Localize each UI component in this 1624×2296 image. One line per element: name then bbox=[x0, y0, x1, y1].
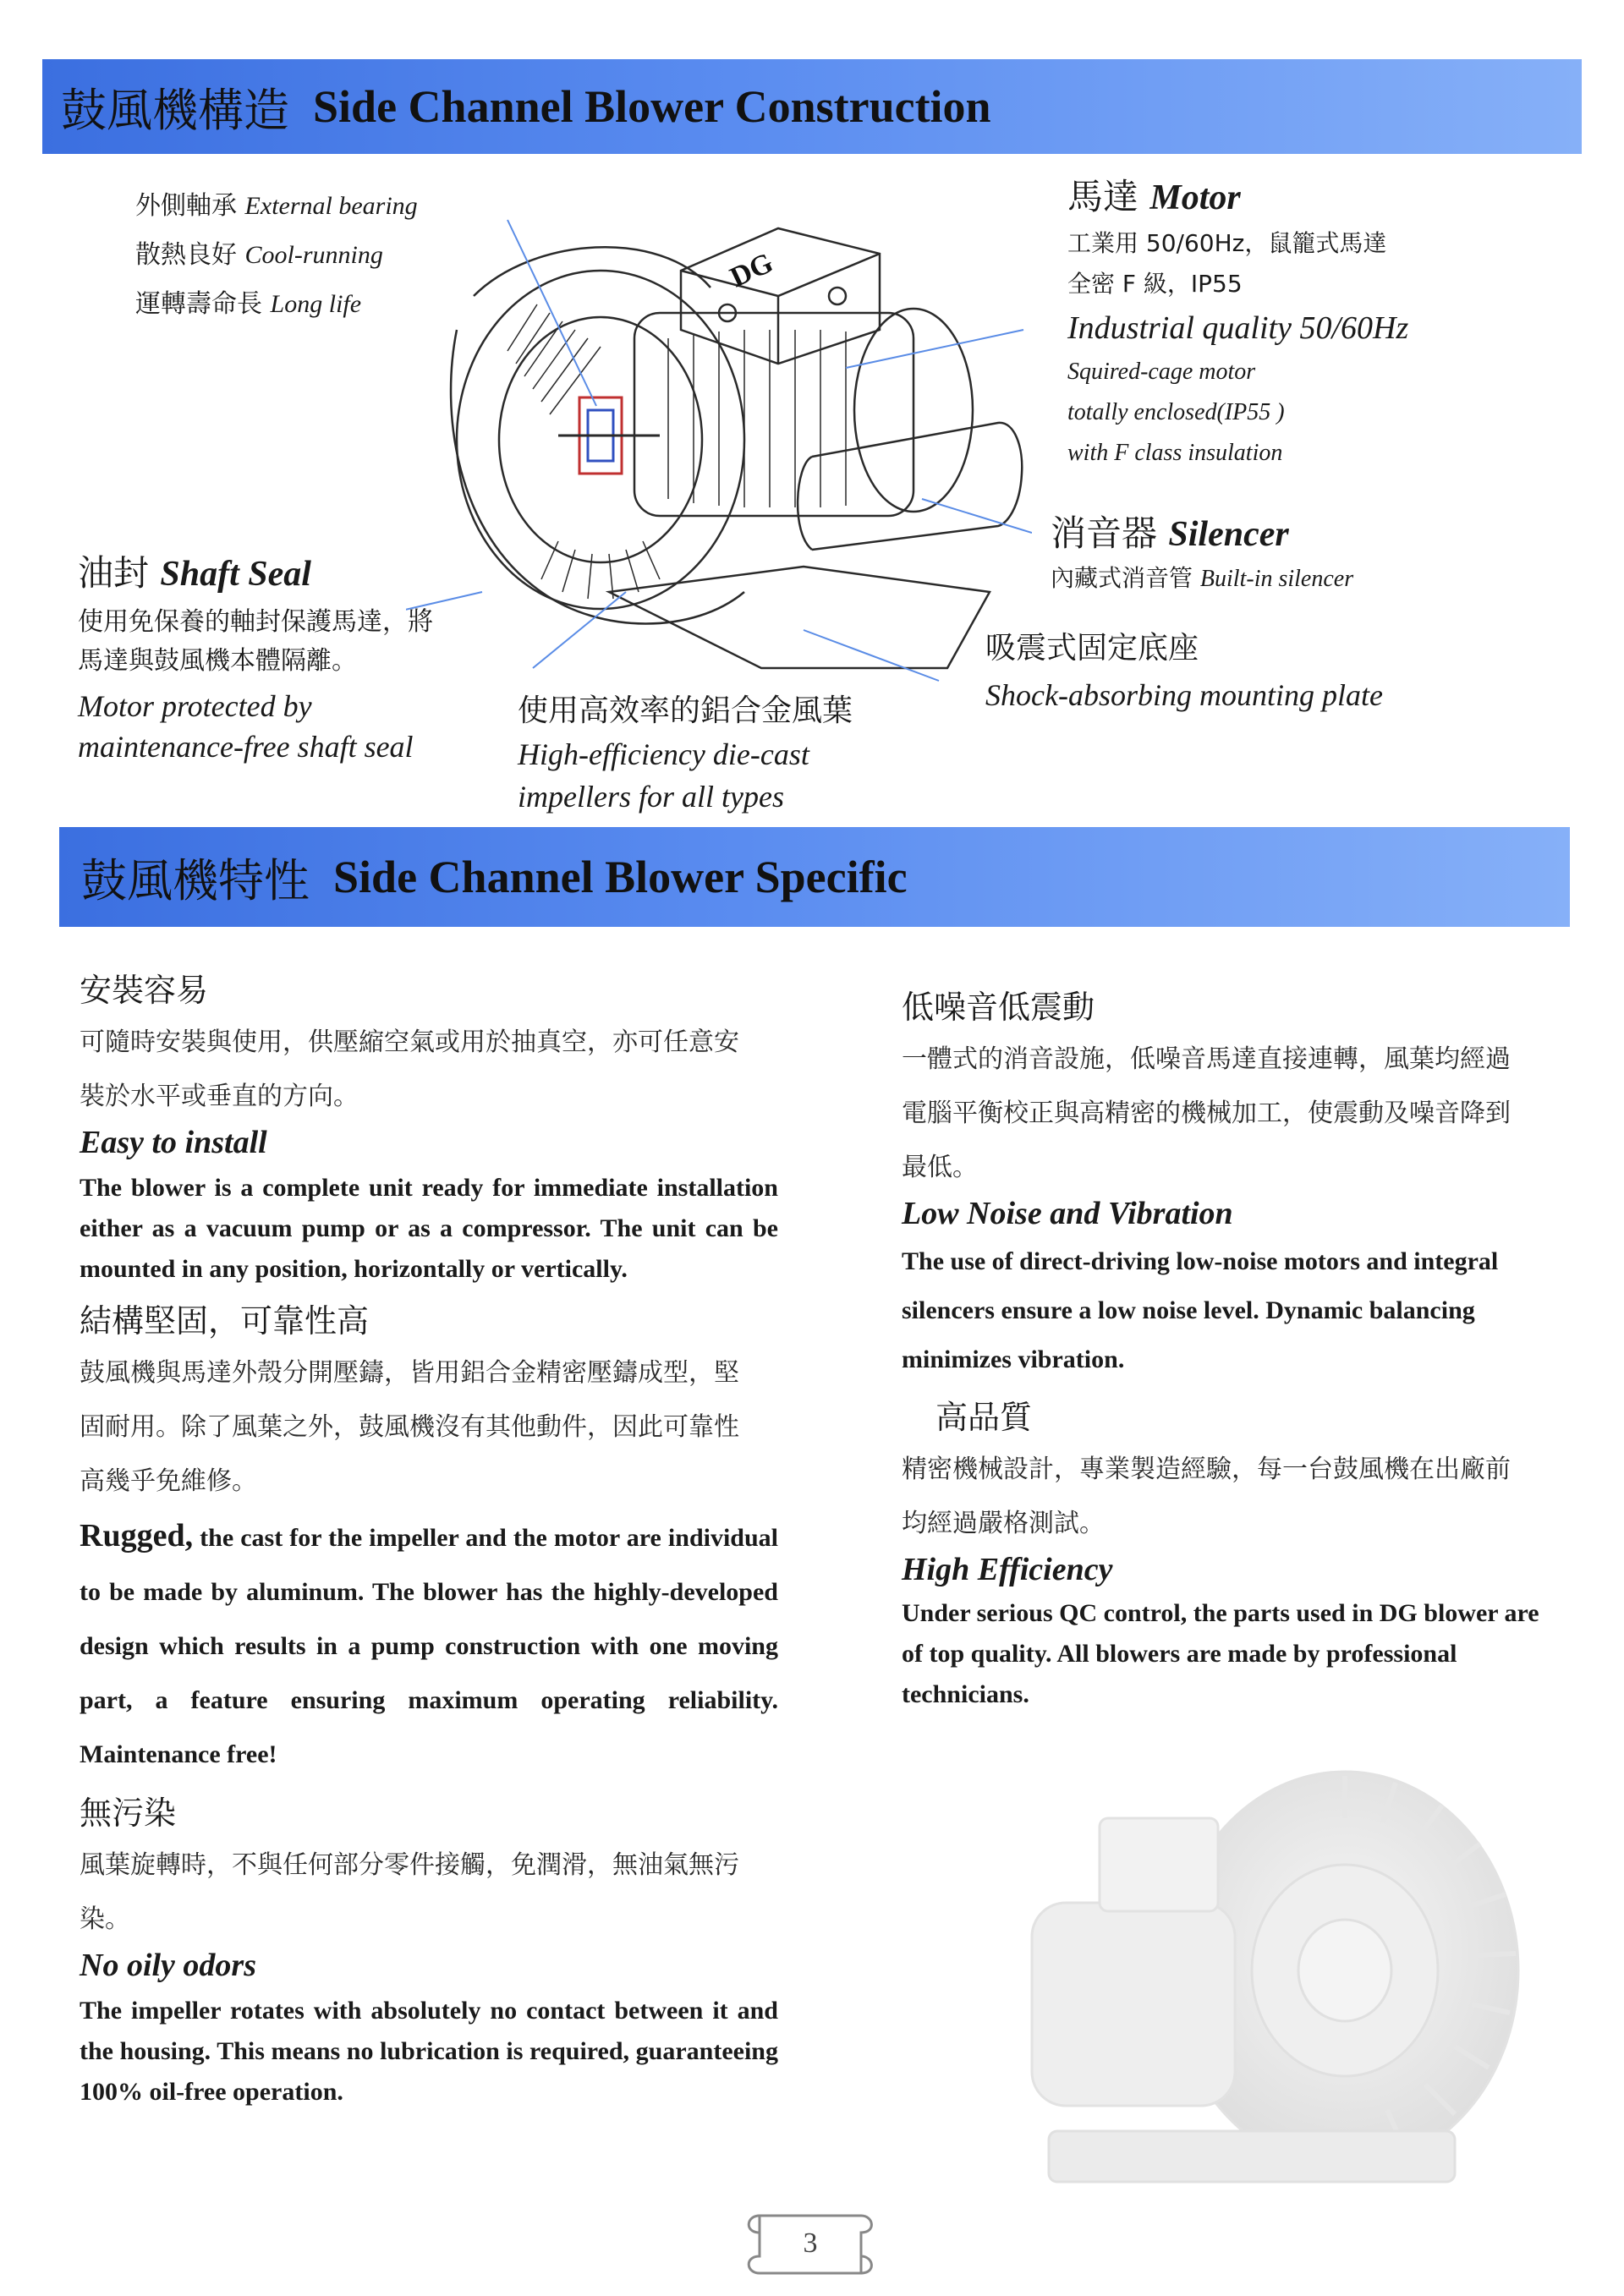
construction-title-zh: 鼓風機構造 bbox=[61, 83, 289, 137]
motor-line: 全密 F 級，IP55 bbox=[1067, 270, 1243, 298]
silencer-callout: 消音器 Silencer 內藏式消音管 Built-in silencer bbox=[1051, 512, 1354, 592]
blower-photo bbox=[998, 1759, 1539, 2216]
specific-banner bbox=[59, 827, 1570, 927]
construction-banner bbox=[42, 59, 1582, 154]
section-heading-zh: 高品質 bbox=[935, 1399, 1033, 1436]
section-heading-zh: 低噪音低震動 bbox=[902, 989, 1095, 1026]
construction-title-en: Side Channel Blower Construction bbox=[313, 81, 991, 132]
left-column: 安裝容易 可隨時安裝與使用，供壓縮空氣或用於抽真空，亦可任意安 裝於水平或垂直的方向。 Easy to install The blower is a complete unit ready for immediate installation either as a vacuum pump or as a compressor. The unit can be mounted in any position, horizontally or vertically. 結構堅固，可靠性高 鼓風機與馬達外殼分開壓鑄，皆用鋁合金精密壓鑄成型，堅 固耐用。除了風葉之外，鼓風機沒有其他動件，因此可靠性 高幾乎免維修。 Rugged, the cast for the impeller and the motor are individual to be made by aluminum. The blower has the highly-developed design which results in a pump construction with one moving part, a feature ensuring maximum operating reliability. Maintenance free! 無污染 風葉旋轉時，不與任何部分零件接觸，免潤滑，無油氣無污 染。 No oily odors The impeller rotates with absolutely no contact between it and the housing. This means no lubrication is required, guaranteeing 100% oil-free operation. bbox=[80, 964, 778, 2112]
motor-en-line: Squired-cage motor bbox=[1067, 359, 1256, 385]
specific-title-zh: 鼓風機特性 bbox=[81, 853, 310, 907]
motor-heading: 馬達 Motor bbox=[1067, 176, 1241, 217]
right-column: 低噪音低震動 一體式的消音設施，低噪音馬達直接連轉，風葉均經過 電腦平衡校正與高精密的機械加工，使震動及噪音降到 最低。 Low Noise and Vibration The use of direct-driving low-noise motors and integral silencers ensure a low noise level. Dynamic balancing minimizes vibration. 高品質 精密機械設計，專業製造經驗，每一台鼓風機在出廠前 均經過嚴格測試。 High Efficiency Under serious QC control, the parts used in DG blower are of top quality. All blowers are made by professional technicians. bbox=[902, 981, 1553, 1715]
section-heading-zh: 安裝容易 bbox=[80, 972, 209, 1009]
motor-en-line: totally enclosed(IP55 ) bbox=[1067, 399, 1285, 425]
motor-line: 工業用 50/60Hz，鼠籠式馬達 bbox=[1067, 229, 1387, 257]
mounting-callout: 吸震式固定底座 Shock-absorbing mounting plate bbox=[985, 631, 1383, 712]
blower-cutaway-diagram bbox=[406, 195, 1032, 685]
section-heading-en: No oily odors bbox=[80, 1948, 256, 1983]
section-heading-en: High Efficiency bbox=[902, 1552, 1113, 1587]
section-heading-en: Low Noise and Vibration bbox=[902, 1196, 1233, 1231]
diagram-logo: DG bbox=[725, 247, 778, 294]
feature-list bbox=[135, 184, 418, 332]
specific-title-en: Side Channel Blower Specific bbox=[333, 852, 908, 902]
motor-en-line: Industrial quality 50/60Hz bbox=[1067, 310, 1409, 346]
feature-item: 散熱良好 Cool-running bbox=[135, 240, 383, 270]
page-number-scroll bbox=[734, 2199, 886, 2283]
feature-item: 外側軸承 External bearing bbox=[135, 191, 418, 221]
section-heading-en: Easy to install bbox=[80, 1125, 267, 1160]
shaft-seal-callout: 油封 Shaft Seal 使用免保養的軸封保護馬達，將 馬達與鼓風機本體隔離。 Motor protected by maintenance-free shaft seal bbox=[78, 552, 433, 764]
section-heading-zh: 無污染 bbox=[80, 1795, 177, 1832]
section-heading-zh: 結構堅固，可靠性高 bbox=[80, 1302, 370, 1340]
motor-callout bbox=[1067, 169, 1592, 474]
feature-item: 運轉壽命長 Long life bbox=[135, 289, 362, 319]
motor-en-line: with F class insulation bbox=[1067, 440, 1283, 466]
impeller-callout: 使用高效率的鋁合金風葉 High-efficiency die-cast impellers for all types bbox=[518, 693, 853, 814]
section-heading-en: Rugged, bbox=[80, 1518, 194, 1553]
page-number: 3 bbox=[803, 2228, 818, 2259]
